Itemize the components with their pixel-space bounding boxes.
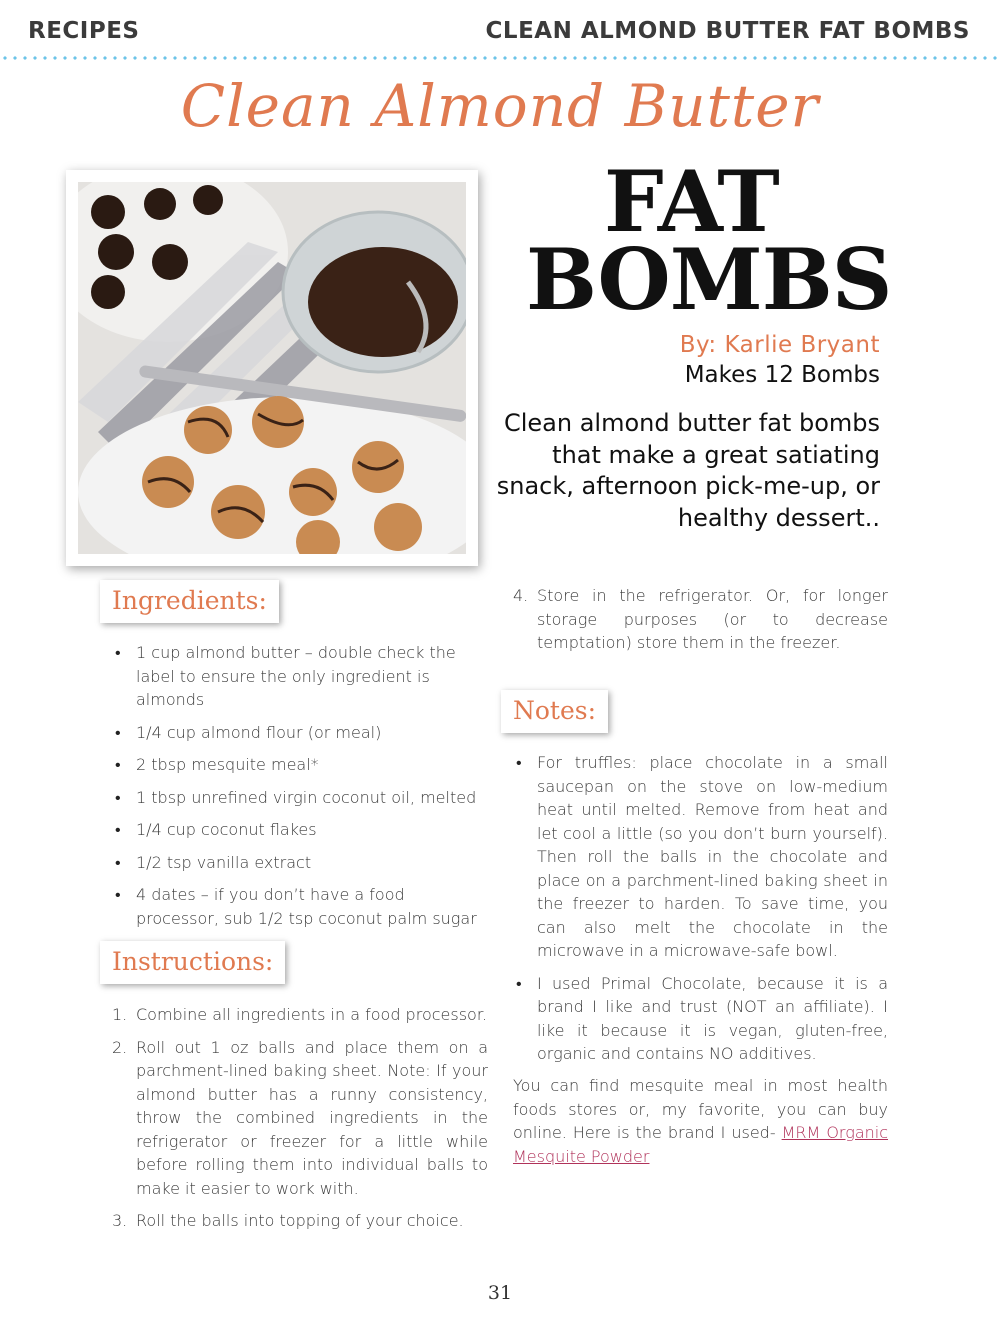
step-text: Roll the balls into topping of your choice. <box>136 1211 464 1230</box>
section-label: RECIPES <box>28 18 140 44</box>
ingredient-item: • 2 tbsp mesquite meal* <box>112 753 488 777</box>
ingredient-item: • 1 tbsp unrefined virgin coconut oil, melted <box>112 786 488 810</box>
recipe-title-bombs: BOMBS <box>526 230 892 329</box>
step-text: Roll out 1 oz balls and place them on a parchment-lined baking sheet. Note: If your almond butter has a runny consistency, throw the combined ingredients in the refrigerator or freezer for a little while before rolling them into individual balls to make it easier to work with. <box>136 1037 488 1198</box>
mesquite-footnote <box>513 1074 888 1168</box>
step-number: 4. <box>513 586 529 605</box>
footnote-text: You can find mesquite meal in most health foods stores or, my favorite, you can buy online. Here is the brand I used- <box>513 1076 888 1142</box>
instruction-step <box>513 584 888 655</box>
recipe-title-script: Clean Almond Butter <box>180 72 820 140</box>
recipe-title-fat: FAT <box>604 152 779 251</box>
ingredients-list <box>112 641 488 939</box>
recipe-photo-frame <box>66 170 478 566</box>
ingredient-item: • 1/4 cup almond flour (or meal) <box>112 721 488 745</box>
step-number: 3. <box>112 1211 128 1230</box>
instruction-step <box>112 1209 488 1233</box>
ingredient-item: • 1 cup almond butter – double check the label to ensure the only ingredient is almonds <box>112 641 488 712</box>
recipe-tagline: Clean almond butter fat bombs that make a great satiating snack, afternoon pick-me-up, or healthy dessert.. <box>496 409 880 532</box>
step-text: Combine all ingredients in a food processor. <box>136 1005 488 1024</box>
ingredient-item: • 1/4 cup coconut flakes <box>112 818 488 842</box>
notes-heading: Notes: <box>501 690 608 733</box>
ingredient-item: • 4 dates – if you don’t have a food processor, sub 1/2 tsp coconut palm sugar <box>112 883 488 930</box>
dotted-divider <box>0 56 1000 60</box>
ingredient-item: • 1/2 tsp vanilla extract <box>112 851 488 875</box>
instructions-list-continued <box>513 584 888 664</box>
instruction-step <box>112 1003 488 1027</box>
instructions-heading: Instructions: <box>100 941 285 984</box>
page-number: 31 <box>487 1282 513 1304</box>
instruction-step <box>112 1036 488 1201</box>
step-number: 2. <box>112 1037 128 1057</box>
instructions-list <box>112 1003 488 1242</box>
recipe-photo <box>78 182 466 554</box>
mrm-organic-link[interactable]: MRM Organic Mesquite Powder <box>513 1123 889 1166</box>
recipe-yield: Makes 12 Bombs <box>684 362 880 388</box>
ingredients-heading: Ingredients: <box>100 580 279 623</box>
author-byline: By: Karlie Bryant <box>679 332 880 358</box>
running-title: CLEAN ALMOND BUTTER FAT BOMBS <box>485 18 970 44</box>
step-text: Store in the refrigerator. Or, for longer storage purposes (or to decrease temptation) store them in the freezer. <box>537 586 888 652</box>
note-item: • For truffles: place chocolate in a small saucepan on the stove on low-medium heat until melted. Remove from heat and let cool a little (so you don’t burn yourself). Then roll the balls in the chocolate and place on a parchment-lined baking sheet in the freezer to harden. To save time, you can also melt the chocolate in the microwave in a microwave-safe bowl. <box>513 751 888 963</box>
step-number: 1. <box>112 1005 128 1024</box>
note-item: • I used Primal Chocolate, because it is a brand I like and trust (NOT an affiliate). I like it because it is vegan, gluten-free, organic and contains NO additives. <box>513 972 888 1066</box>
notes-list <box>513 751 888 1075</box>
